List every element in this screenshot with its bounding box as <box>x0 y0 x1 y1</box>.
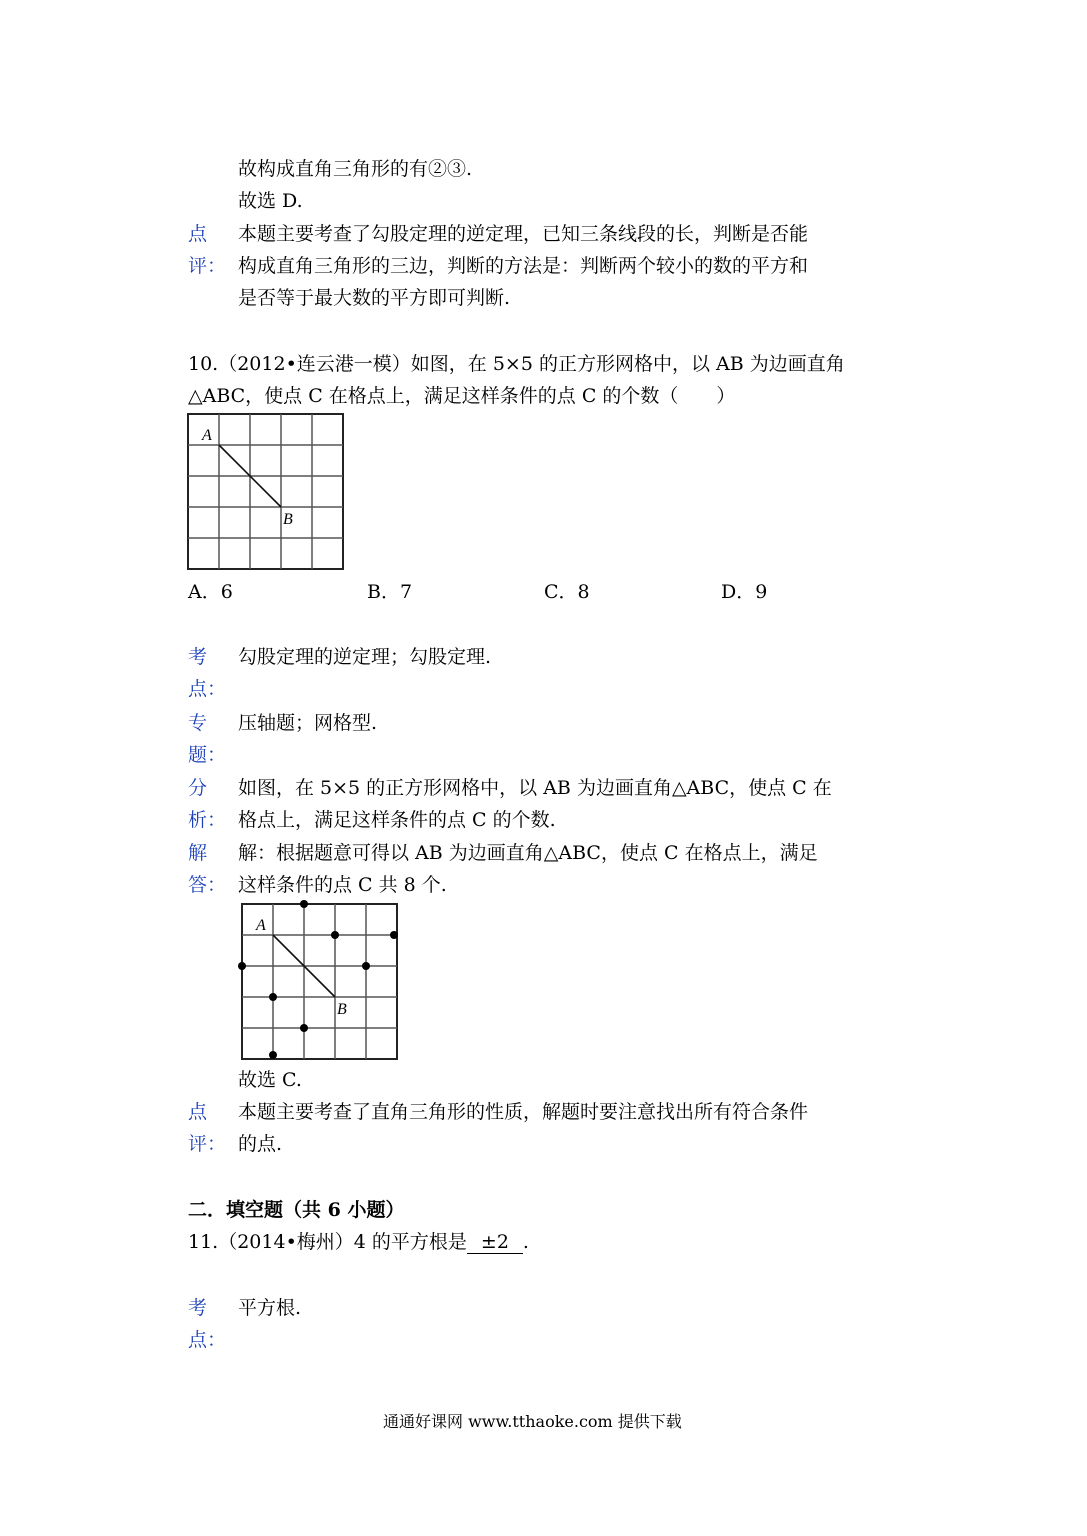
q11-stem-text: 11.（2014•梅州）4 的平方根是 <box>188 1231 467 1253</box>
prev-remark-line: 本题主要考查了勾股定理的逆定理，已知三条线段的长，判断是否能 <box>238 223 809 245</box>
option-b: B．7 <box>367 581 413 603</box>
q10-grid-figure <box>186 412 346 572</box>
zhuanti-label-2: 题： <box>188 744 227 766</box>
point-c <box>300 1024 308 1032</box>
option-a: A．6 <box>188 581 233 603</box>
point-c <box>362 962 370 970</box>
prev-remark-line: 构成直角三角形的三边，判断的方法是：判断两个较小的数的平方和 <box>238 255 809 277</box>
point-c <box>331 931 339 939</box>
q11-kaodian-label-1: 考 <box>188 1297 208 1319</box>
option-d: D．9 <box>721 581 768 603</box>
section-heading: 二．填空题（共 6 小题） <box>188 1199 405 1221</box>
q10-choice: 故选 C. <box>238 1069 302 1091</box>
point-c <box>238 962 246 970</box>
point-c <box>390 931 398 939</box>
q11-answer-blank: ±2 <box>467 1231 523 1254</box>
q10-stem-line: △ABC，使点 C 在格点上，满足这样条件的点 C 的个数（ ） <box>188 385 736 407</box>
point-c <box>300 900 308 908</box>
point-c <box>269 1051 277 1059</box>
fenxi-line: 格点上，满足这样条件的点 C 的个数. <box>238 809 556 831</box>
fenxi-line: 如图，在 5×5 的正方形网格中，以 AB 为边画直角△ABC，使点 C 在 <box>238 777 832 799</box>
page-footer: 通通好课网 www.tthaoke.com 提供下载 <box>383 1412 682 1431</box>
point-b-label: B <box>283 511 293 528</box>
q10-remark-line: 的点. <box>238 1133 283 1155</box>
point-a-label: A <box>256 917 266 934</box>
jieda-label-1: 解 <box>188 842 208 864</box>
q11-stem-end: . <box>522 1231 529 1253</box>
jieda-line: 这样条件的点 C 共 8 个. <box>238 874 447 896</box>
fenxi-label-1: 分 <box>188 777 208 799</box>
kaodian-label-1: 考 <box>188 646 208 668</box>
zhuanti-label-1: 专 <box>188 712 208 734</box>
prev-remark-label-2: 评： <box>188 255 227 277</box>
q10-remark-label-1: 点 <box>188 1101 208 1123</box>
prev-remark-line: 是否等于最大数的平方即可判断. <box>238 287 511 309</box>
q11-kaodian-label-2: 点： <box>188 1329 227 1351</box>
point-b-label: B <box>337 1001 347 1018</box>
point-a-label: A <box>202 427 212 444</box>
zhuanti-text: 压轴题；网格型. <box>238 712 378 734</box>
q11-stem <box>188 1230 529 1254</box>
kaodian-text: 勾股定理的逆定理；勾股定理. <box>238 646 492 668</box>
q11-kaodian-text: 平方根. <box>238 1297 302 1319</box>
q10-solution-figure <box>236 898 406 1060</box>
prev-choice: 故选 D. <box>238 190 303 212</box>
jieda-line: 解：根据题意可得以 AB 为边画直角△ABC，使点 C 在格点上，满足 <box>238 842 818 864</box>
prev-remark-label-1: 点 <box>188 223 208 245</box>
prev-conclusion: 故构成直角三角形的有②③. <box>238 158 473 180</box>
q10-remark-line: 本题主要考查了直角三角形的性质，解题时要注意找出所有符合条件 <box>238 1101 809 1123</box>
kaodian-label-2: 点： <box>188 678 227 700</box>
fenxi-label-2: 析： <box>188 809 227 831</box>
q10-remark-label-2: 评： <box>188 1133 227 1155</box>
q10-stem-line: 10.（2012•连云港一模）如图，在 5×5 的正方形网格中，以 AB 为边画直角 <box>188 353 845 375</box>
jieda-label-2: 答： <box>188 874 227 896</box>
option-c: C．8 <box>544 581 590 603</box>
point-c <box>269 993 277 1001</box>
